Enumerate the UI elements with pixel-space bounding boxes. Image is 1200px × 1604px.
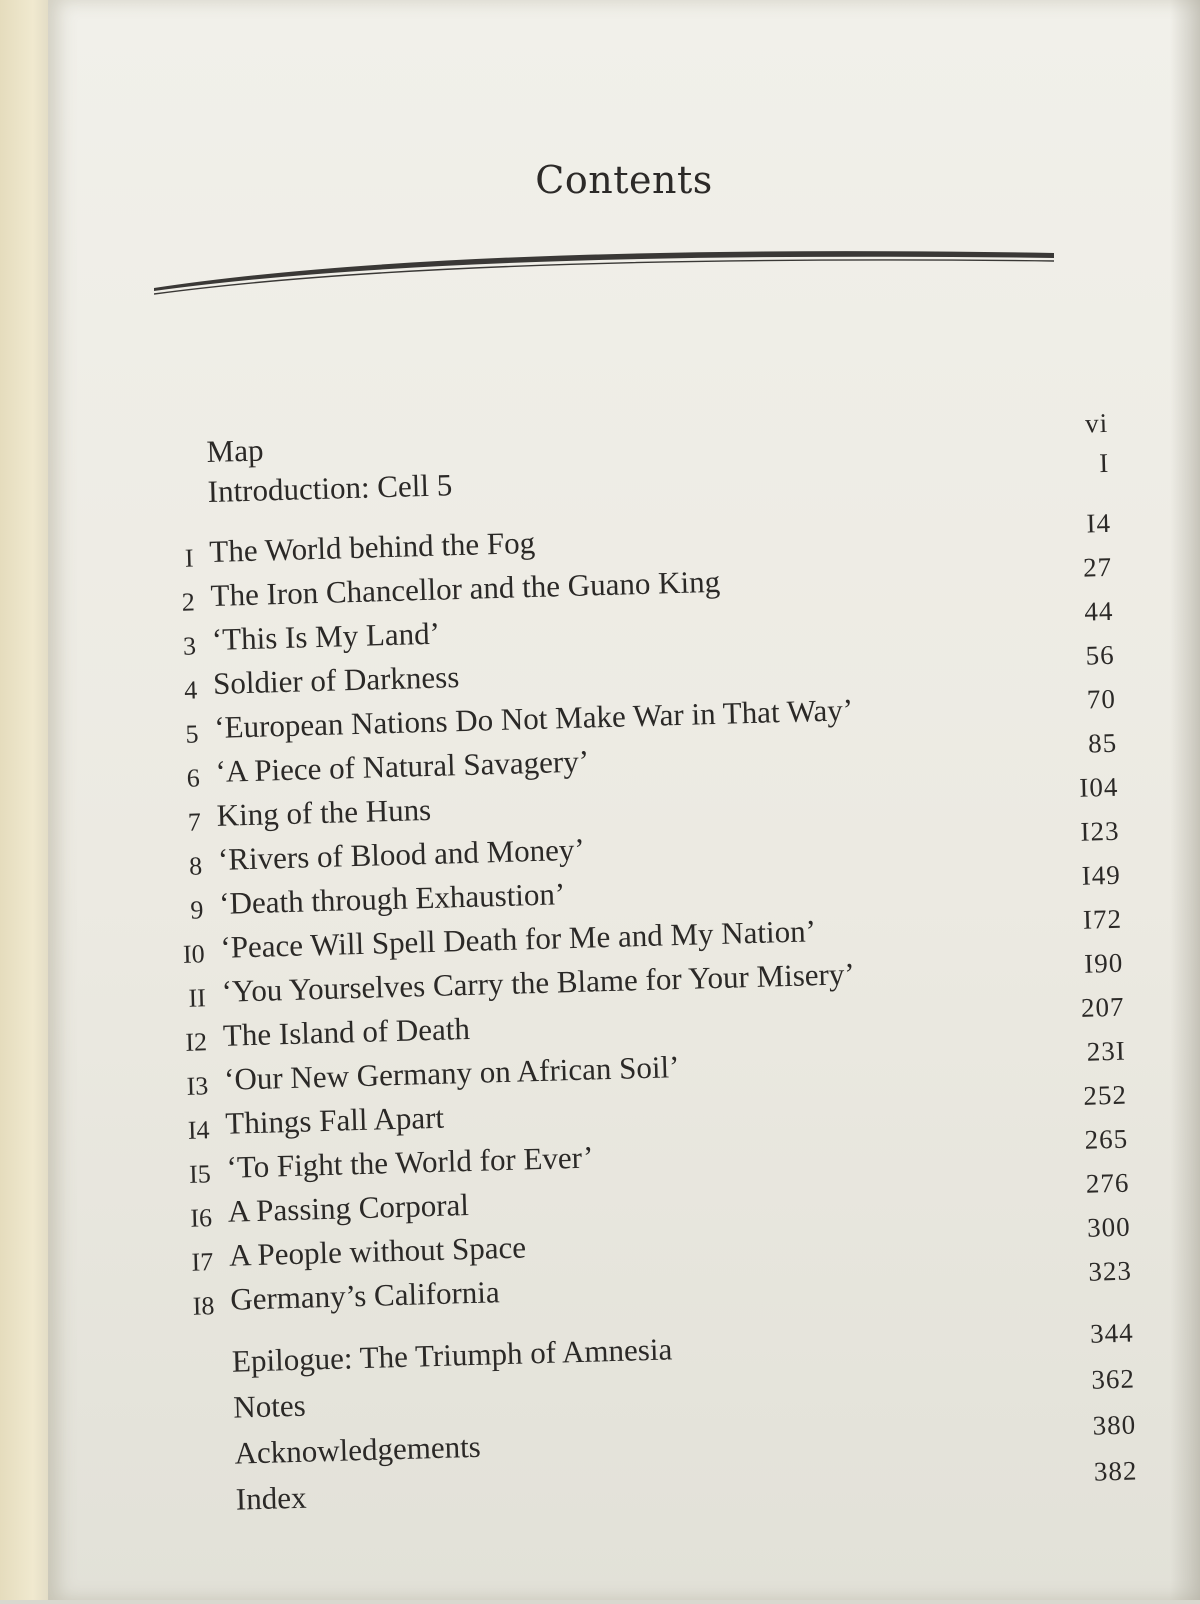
chapter-number: 5 [185,719,199,749]
entry-page: I [1098,447,1110,479]
chapter-number: 8 [188,851,203,881]
entry-title: The Island of Death [222,1010,471,1053]
entry-title: ‘Rivers of Blood and Money’ [217,831,586,877]
entry-page: I23 [1080,815,1120,847]
entry-page: 380 [1092,1409,1137,1441]
entry-title: A People without Space [228,1229,527,1273]
chapter-number: I0 [182,939,206,969]
entry-page: I72 [1082,903,1123,935]
entry-title: The Iron Chancellor and the Guano King [210,563,721,613]
entry-title: ‘You Yourselves Carry the Blame for Your Misery’ [221,956,856,1009]
entry-page: I90 [1083,947,1124,979]
chapter-number: I7 [191,1247,214,1277]
entry-page: I4 [1086,507,1112,539]
entry-title: ‘This Is My Land’ [211,615,441,657]
entry-page: 85 [1087,727,1118,759]
entry-title: Things Fall Apart [224,1099,445,1141]
chapter-number: II [188,983,207,1013]
entry-title: A Passing Corporal [227,1187,470,1229]
entry-title: ‘Peace Will Spell Death for Me and My Nation’ [219,913,817,965]
table-of-contents [36,0,1200,1604]
chapter-number: 9 [189,895,204,925]
entry-page: vi [1084,407,1109,439]
chapter-number: I4 [187,1115,210,1145]
chapter-number: 7 [187,807,202,837]
entry-page: 23I [1086,1035,1127,1067]
chapter-number: I2 [185,1027,208,1057]
entry-page: 56 [1085,639,1116,671]
entry-title: ‘Death through Exhaustion’ [218,876,566,921]
entry-title: Acknowledgements [234,1428,482,1471]
entry-page: 265 [1084,1123,1129,1155]
entry-title: ‘European Nations Do Not Make War in That Way’ [213,692,854,745]
entry-title: King of the Huns [216,791,432,833]
entry-page: 44 [1083,595,1114,627]
entry-title: ‘A Piece of Natural Savagery’ [215,743,590,789]
entry-page: 382 [1093,1455,1138,1487]
entry-title: Index [235,1479,307,1517]
entry-page: 252 [1083,1079,1128,1111]
entry-page: 323 [1087,1255,1133,1287]
entry-title: ‘To Fight the World for Ever’ [226,1139,594,1185]
entry-title: Soldier of Darkness [212,659,460,701]
entry-page: 207 [1080,991,1125,1023]
chapter-number: 3 [182,631,197,661]
chapter-number: 4 [183,675,198,705]
entry-title: ‘Our New Germany on African Soil’ [223,1049,680,1097]
page-title: Contents [535,158,713,202]
entry-page: 362 [1090,1363,1136,1395]
entry-title: Epilogue: The Triumph of Amnesia [231,1331,673,1379]
entry-page: 27 [1082,551,1113,583]
chapter-number: 2 [181,587,196,617]
entry-page: I49 [1081,859,1122,891]
entry-page: 300 [1086,1211,1132,1243]
chapter-number: I6 [189,1203,213,1233]
entry-title: Map [206,432,264,470]
entry-title: Notes [232,1387,307,1425]
chapter-number: I [184,543,194,573]
chapter-number: 6 [186,763,201,793]
entry-page: 276 [1085,1167,1130,1199]
chapter-number: I8 [192,1291,215,1321]
entry-title: Introduction: Cell 5 [207,467,453,510]
entry-page: I04 [1078,771,1119,803]
chapter-number: I3 [186,1071,209,1101]
book-page [48,0,1200,1600]
chapter-number: I5 [188,1159,212,1189]
entry-title: The World behind the Fog [208,524,536,570]
entry-title: Germany’s California [229,1274,501,1317]
entry-page: 344 [1089,1317,1134,1349]
entry-page: 70 [1086,683,1117,715]
